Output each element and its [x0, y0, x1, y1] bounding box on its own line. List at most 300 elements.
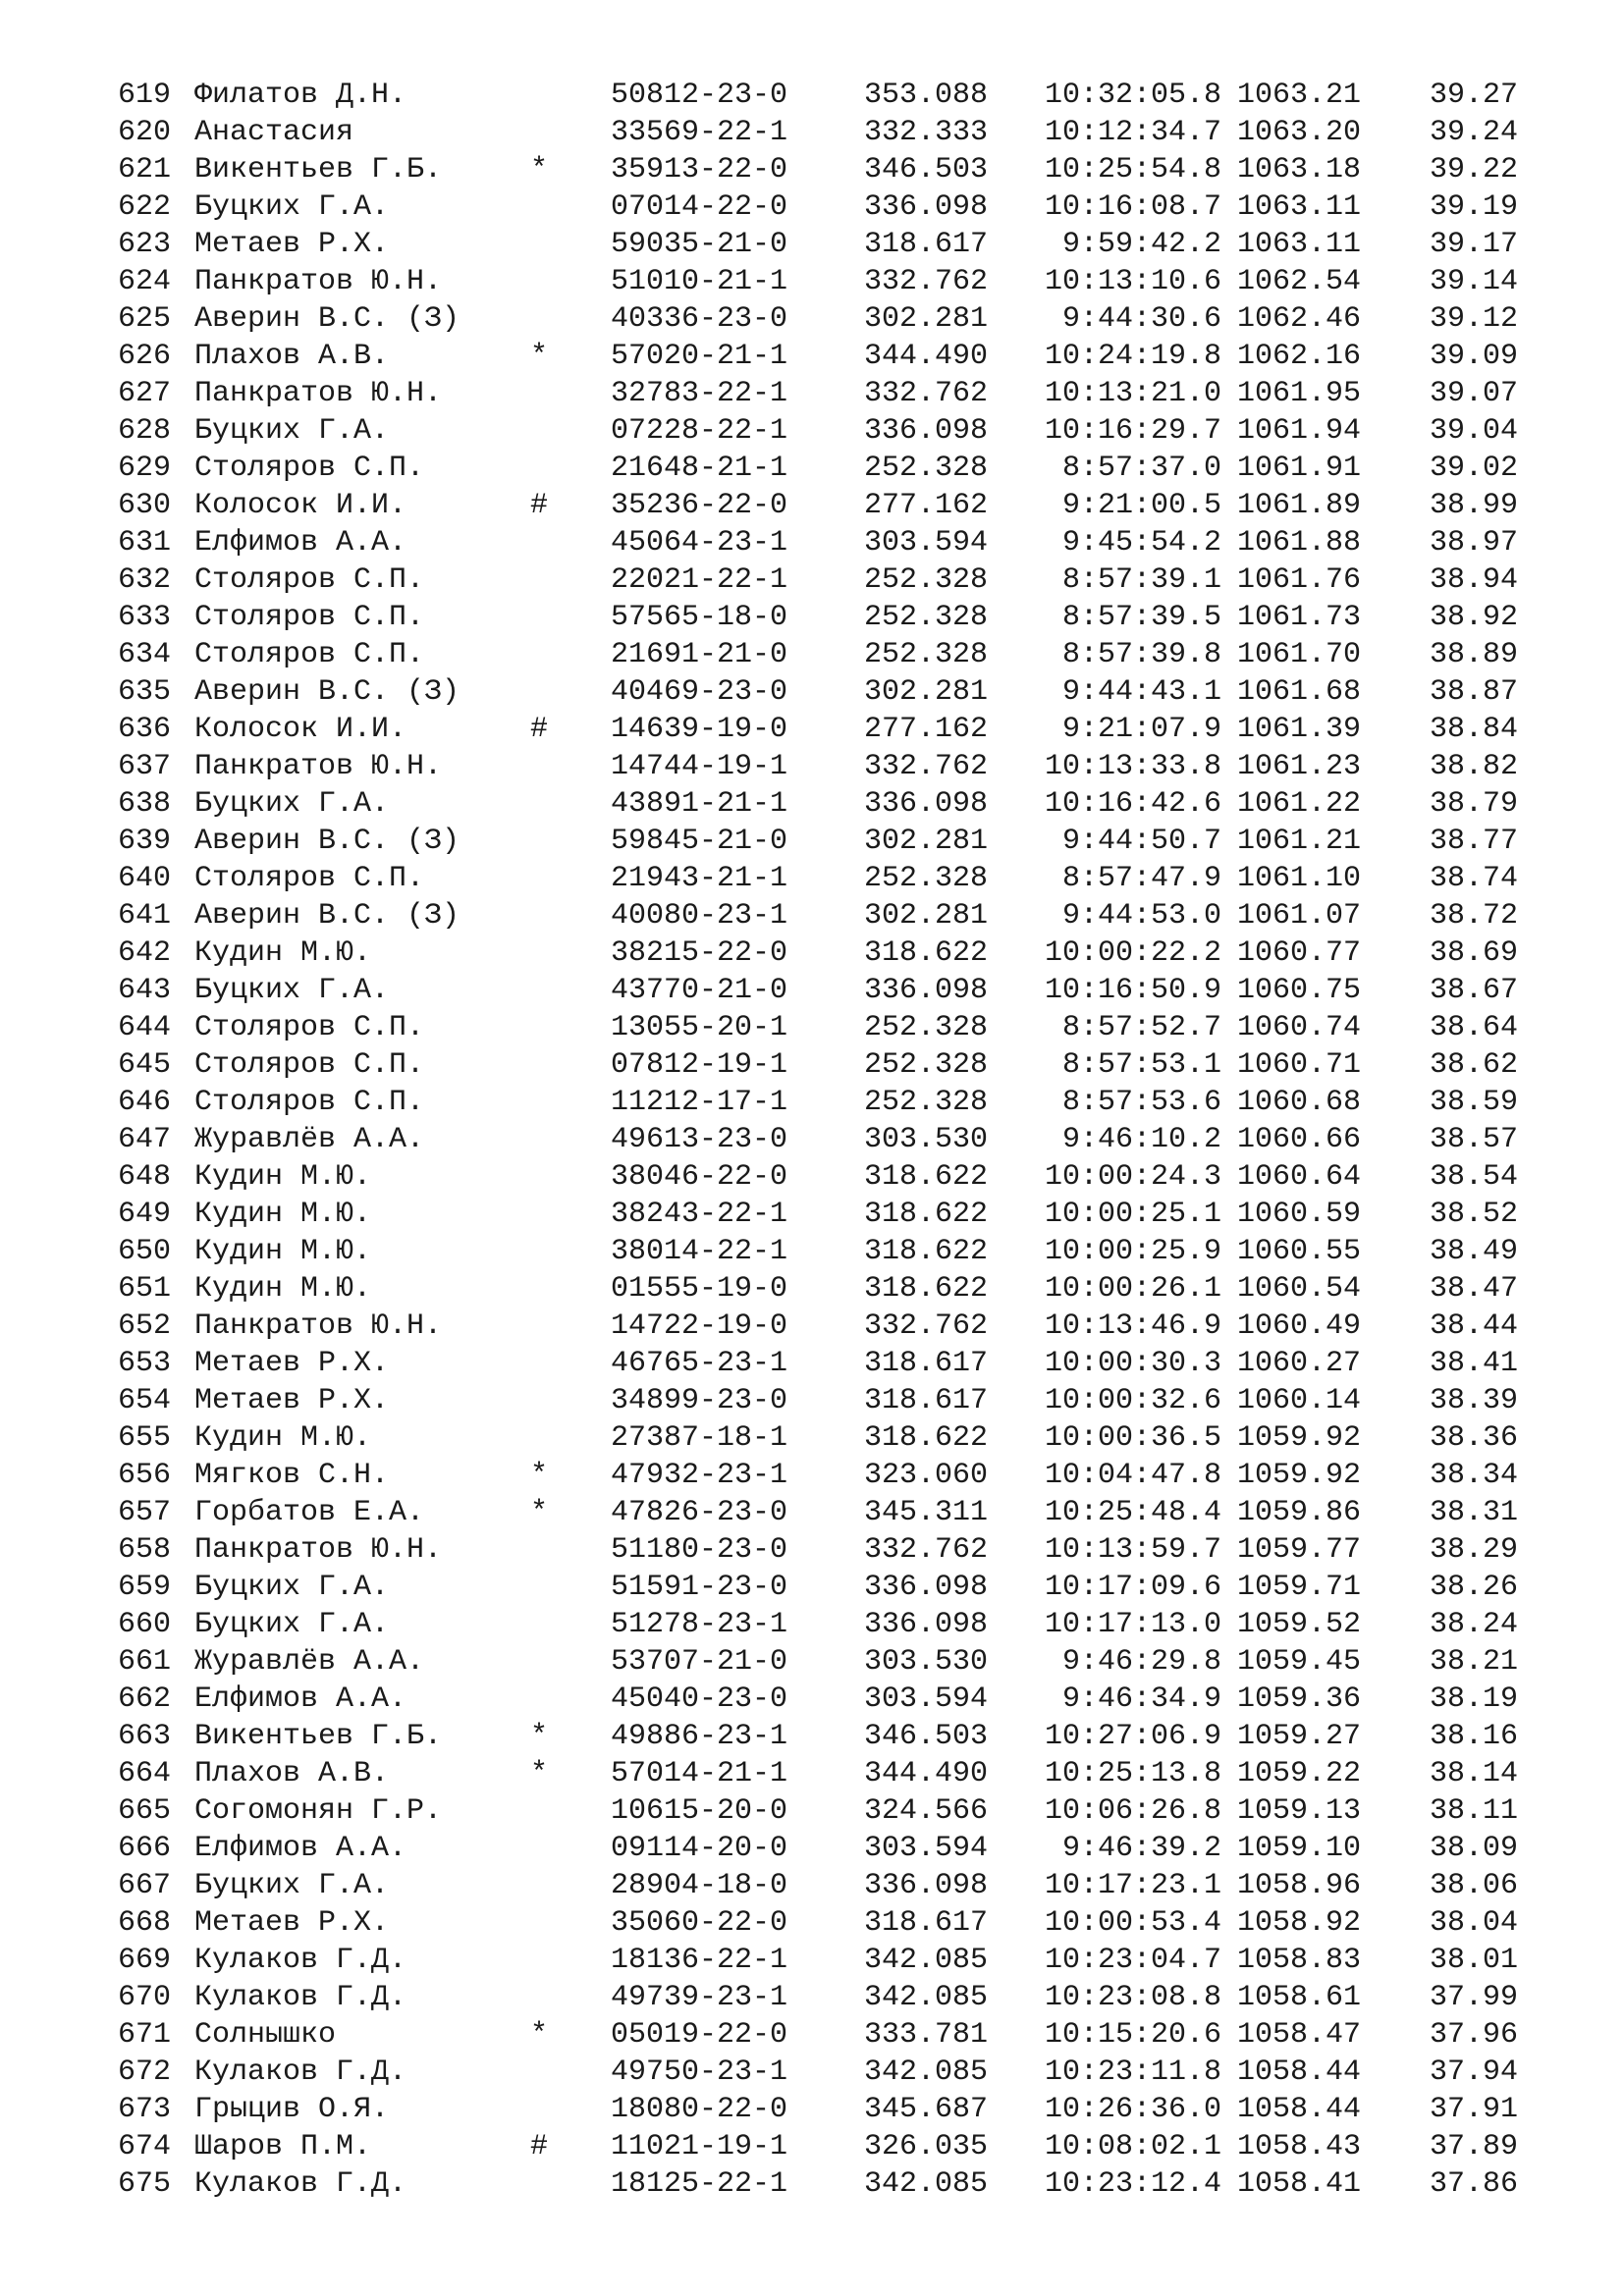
- result-time: 10:12:34.7: [1044, 116, 1221, 149]
- result-ring: 49750-23-1: [611, 2056, 788, 2089]
- result-mark: *: [530, 340, 549, 373]
- result-ring: 35913-22-0: [611, 153, 788, 187]
- result-time: 10:25:13.8: [1044, 1757, 1221, 1790]
- result-name: Согомонян Г.Р.: [194, 1794, 443, 1828]
- result-points: 38.99: [1429, 489, 1518, 522]
- result-place: 664: [118, 1757, 172, 1790]
- result-distance: 252.328: [864, 862, 989, 895]
- result-distance: 353.088: [864, 79, 989, 112]
- result-name: Журавлёв А.А.: [194, 1123, 425, 1156]
- result-name: Буцких Г.А.: [194, 414, 390, 448]
- result-speed: 1058.41: [1237, 2167, 1362, 2201]
- result-row: [0, 338, 1624, 375]
- result-mark: *: [530, 153, 549, 187]
- result-name: Буцких Г.А.: [194, 1869, 390, 1902]
- result-name: Филатов Д.Н.: [194, 79, 407, 112]
- result-row: [0, 1606, 1624, 1643]
- result-speed: 1059.10: [1237, 1832, 1362, 1865]
- result-distance: 332.762: [864, 1533, 989, 1567]
- result-points: 37.96: [1429, 2018, 1518, 2052]
- result-time: 9:46:39.2: [1061, 1832, 1221, 1865]
- result-distance: 302.281: [864, 899, 989, 933]
- result-time: 10:23:04.7: [1044, 1944, 1221, 1977]
- result-time: 10:24:19.8: [1044, 340, 1221, 373]
- result-row: [0, 2128, 1624, 2165]
- result-name: Кудин М.Ю.: [194, 1272, 372, 1306]
- result-row: [0, 1643, 1624, 1681]
- result-points: 38.89: [1429, 638, 1518, 671]
- result-points: 38.77: [1429, 825, 1518, 858]
- result-ring: 49613-23-0: [611, 1123, 788, 1156]
- result-distance: 345.311: [864, 1496, 989, 1529]
- result-points: 38.52: [1429, 1198, 1518, 1231]
- result-speed: 1063.21: [1237, 79, 1362, 112]
- result-distance: 344.490: [864, 1757, 989, 1790]
- result-distance: 252.328: [864, 452, 989, 485]
- result-name: Кулаков Г.Д.: [194, 1981, 407, 2014]
- result-row: [0, 972, 1624, 1009]
- result-speed: 1059.45: [1237, 1645, 1362, 1679]
- result-mark: #: [530, 713, 549, 746]
- result-speed: 1062.16: [1237, 340, 1362, 373]
- result-place: 650: [118, 1235, 172, 1268]
- result-speed: 1061.76: [1237, 563, 1362, 597]
- result-row: [0, 450, 1624, 487]
- result-points: 38.44: [1429, 1309, 1518, 1343]
- result-distance: 303.530: [864, 1645, 989, 1679]
- result-time: 8:57:53.1: [1061, 1048, 1221, 1082]
- result-time: 8:57:37.0: [1061, 452, 1221, 485]
- result-speed: 1061.39: [1237, 713, 1362, 746]
- result-place: 636: [118, 713, 172, 746]
- result-points: 38.87: [1429, 675, 1518, 709]
- result-speed: 1061.23: [1237, 750, 1362, 783]
- result-distance: 323.060: [864, 1459, 989, 1492]
- result-time: 10:27:06.9: [1044, 1720, 1221, 1753]
- result-row: [0, 1718, 1624, 1755]
- result-time: 10:00:53.4: [1044, 1906, 1221, 1940]
- result-ring: 38243-22-1: [611, 1198, 788, 1231]
- result-speed: 1059.22: [1237, 1757, 1362, 1790]
- result-distance: 303.530: [864, 1123, 989, 1156]
- result-place: 619: [118, 79, 172, 112]
- result-ring: 18125-22-1: [611, 2167, 788, 2201]
- result-distance: 332.762: [864, 750, 989, 783]
- result-time: 9:21:07.9: [1061, 713, 1221, 746]
- result-speed: 1063.18: [1237, 153, 1362, 187]
- result-row: [0, 599, 1624, 636]
- result-time: 10:25:48.4: [1044, 1496, 1221, 1529]
- result-name: Елфимов А.А.: [194, 1682, 407, 1716]
- result-name: Буцких Г.А.: [194, 1571, 390, 1604]
- result-distance: 302.281: [864, 302, 989, 336]
- result-points: 37.99: [1429, 1981, 1518, 2014]
- result-place: 661: [118, 1645, 172, 1679]
- result-ring: 10615-20-0: [611, 1794, 788, 1828]
- result-speed: 1059.77: [1237, 1533, 1362, 1567]
- result-speed: 1062.54: [1237, 265, 1362, 298]
- result-time: 10:23:12.4: [1044, 2167, 1221, 2201]
- result-row: [0, 1009, 1624, 1046]
- result-speed: 1061.22: [1237, 787, 1362, 821]
- result-points: 38.69: [1429, 936, 1518, 970]
- result-ring: 14722-19-0: [611, 1309, 788, 1343]
- result-row: [0, 524, 1624, 561]
- result-ring: 11021-19-1: [611, 2130, 788, 2163]
- result-row: [0, 375, 1624, 412]
- result-points: 38.67: [1429, 974, 1518, 1007]
- result-distance: 303.594: [864, 1832, 989, 1865]
- result-time: 8:57:53.6: [1061, 1086, 1221, 1119]
- result-ring: 45040-23-0: [611, 1682, 788, 1716]
- result-ring: 47932-23-1: [611, 1459, 788, 1492]
- result-row: [0, 412, 1624, 450]
- result-points: 39.04: [1429, 414, 1518, 448]
- result-place: 624: [118, 265, 172, 298]
- result-name: Панкратов Ю.Н.: [194, 1309, 443, 1343]
- result-place: 627: [118, 377, 172, 410]
- result-row: [0, 561, 1624, 599]
- result-time: 10:00:32.6: [1044, 1384, 1221, 1417]
- result-distance: 336.098: [864, 190, 989, 224]
- result-speed: 1063.11: [1237, 190, 1362, 224]
- result-time: 10:00:22.2: [1044, 936, 1221, 970]
- result-time: 10:32:05.8: [1044, 79, 1221, 112]
- result-ring: 57020-21-1: [611, 340, 788, 373]
- result-speed: 1061.70: [1237, 638, 1362, 671]
- result-place: 639: [118, 825, 172, 858]
- results-list: [0, 77, 1624, 2203]
- result-points: 38.97: [1429, 526, 1518, 560]
- result-time: 9:44:50.7: [1061, 825, 1221, 858]
- result-distance: 342.085: [864, 2056, 989, 2089]
- result-row: [0, 2091, 1624, 2128]
- result-speed: 1059.27: [1237, 1720, 1362, 1753]
- result-name: Викентьев Г.Б.: [194, 1720, 443, 1753]
- result-name: Панкратов Ю.Н.: [194, 265, 443, 298]
- result-name: Кудин М.Ю.: [194, 1160, 372, 1194]
- result-speed: 1061.21: [1237, 825, 1362, 858]
- result-row: [0, 1084, 1624, 1121]
- result-name: Столяров С.П.: [194, 1048, 425, 1082]
- result-name: Панкратов Ю.Н.: [194, 750, 443, 783]
- result-name: Горбатов Е.А.: [194, 1496, 425, 1529]
- result-ring: 18080-22-0: [611, 2093, 788, 2126]
- result-speed: 1061.07: [1237, 899, 1362, 933]
- result-time: 10:00:24.3: [1044, 1160, 1221, 1194]
- result-ring: 22021-22-1: [611, 563, 788, 597]
- result-ring: 07014-22-0: [611, 190, 788, 224]
- result-ring: 33569-22-1: [611, 116, 788, 149]
- result-ring: 50812-23-0: [611, 79, 788, 112]
- result-row: [0, 114, 1624, 151]
- result-ring: 21691-21-0: [611, 638, 788, 671]
- result-ring: 21648-21-1: [611, 452, 788, 485]
- result-ring: 53707-21-0: [611, 1645, 788, 1679]
- result-points: 39.19: [1429, 190, 1518, 224]
- result-name: Столяров С.П.: [194, 638, 425, 671]
- result-name: Панкратов Ю.Н.: [194, 1533, 443, 1567]
- result-ring: 32783-22-1: [611, 377, 788, 410]
- result-row: [0, 2016, 1624, 2054]
- result-speed: 1058.96: [1237, 1869, 1362, 1902]
- result-mark: *: [530, 1757, 549, 1790]
- result-name: Кулаков Г.Д.: [194, 2167, 407, 2201]
- result-place: 638: [118, 787, 172, 821]
- result-row: [0, 1681, 1624, 1718]
- result-place: 666: [118, 1832, 172, 1865]
- result-place: 625: [118, 302, 172, 336]
- result-ring: 14639-19-0: [611, 713, 788, 746]
- result-points: 38.72: [1429, 899, 1518, 933]
- result-ring: 40336-23-0: [611, 302, 788, 336]
- result-place: 620: [118, 116, 172, 149]
- result-distance: 336.098: [864, 1608, 989, 1641]
- result-speed: 1060.55: [1237, 1235, 1362, 1268]
- result-points: 39.27: [1429, 79, 1518, 112]
- result-place: 653: [118, 1347, 172, 1380]
- result-time: 10:23:08.8: [1044, 1981, 1221, 2014]
- result-time: 10:00:30.3: [1044, 1347, 1221, 1380]
- result-place: 621: [118, 153, 172, 187]
- result-points: 38.01: [1429, 1944, 1518, 1977]
- result-mark: *: [530, 2018, 549, 2052]
- result-points: 39.22: [1429, 153, 1518, 187]
- result-name: Плахов А.В.: [194, 1757, 390, 1790]
- result-name: Шаров П.М.: [194, 2130, 372, 2163]
- result-place: 649: [118, 1198, 172, 1231]
- result-distance: 252.328: [864, 638, 989, 671]
- result-distance: 346.503: [864, 153, 989, 187]
- result-row: [0, 1382, 1624, 1419]
- result-place: 659: [118, 1571, 172, 1604]
- result-distance: 302.281: [864, 825, 989, 858]
- result-name: Кудин М.Ю.: [194, 1198, 372, 1231]
- result-ring: 07812-19-1: [611, 1048, 788, 1082]
- result-speed: 1060.54: [1237, 1272, 1362, 1306]
- result-time: 10:13:46.9: [1044, 1309, 1221, 1343]
- result-points: 38.29: [1429, 1533, 1518, 1567]
- result-distance: 303.594: [864, 1682, 989, 1716]
- result-points: 38.06: [1429, 1869, 1518, 1902]
- result-ring: 51278-23-1: [611, 1608, 788, 1641]
- result-points: 38.82: [1429, 750, 1518, 783]
- result-distance: 326.035: [864, 2130, 989, 2163]
- result-name: Кудин М.Ю.: [194, 1235, 372, 1268]
- result-ring: 11212-17-1: [611, 1086, 788, 1119]
- result-name: Анастасия: [194, 116, 354, 149]
- result-time: 10:13:33.8: [1044, 750, 1221, 783]
- result-place: 656: [118, 1459, 172, 1492]
- result-place: 654: [118, 1384, 172, 1417]
- result-ring: 57014-21-1: [611, 1757, 788, 1790]
- result-speed: 1060.14: [1237, 1384, 1362, 1417]
- result-ring: 35236-22-0: [611, 489, 788, 522]
- result-name: Грыцив О.Я.: [194, 2093, 390, 2126]
- result-place: 657: [118, 1496, 172, 1529]
- result-time: 10:23:11.8: [1044, 2056, 1221, 2089]
- result-name: Столяров С.П.: [194, 563, 425, 597]
- result-row: [0, 1531, 1624, 1569]
- result-points: 38.31: [1429, 1496, 1518, 1529]
- result-row: [0, 1308, 1624, 1345]
- result-points: 38.84: [1429, 713, 1518, 746]
- result-distance: 345.687: [864, 2093, 989, 2126]
- result-name: Колосок И.И.: [194, 713, 407, 746]
- result-place: 637: [118, 750, 172, 783]
- result-place: 632: [118, 563, 172, 597]
- result-distance: 252.328: [864, 1011, 989, 1044]
- result-row: [0, 785, 1624, 823]
- result-row: [0, 897, 1624, 934]
- result-distance: 318.617: [864, 228, 989, 261]
- result-distance: 346.503: [864, 1720, 989, 1753]
- result-name: Кудин М.Ю.: [194, 1421, 372, 1455]
- result-place: 629: [118, 452, 172, 485]
- result-points: 38.79: [1429, 787, 1518, 821]
- result-name: Аверин В.С. (З): [194, 825, 460, 858]
- result-distance: 318.622: [864, 1198, 989, 1231]
- result-points: 38.94: [1429, 563, 1518, 597]
- result-ring: 46765-23-1: [611, 1347, 788, 1380]
- result-time: 10:00:36.5: [1044, 1421, 1221, 1455]
- result-time: 10:13:21.0: [1044, 377, 1221, 410]
- result-time: 9:44:53.0: [1061, 899, 1221, 933]
- result-time: 10:00:25.1: [1044, 1198, 1221, 1231]
- result-speed: 1059.92: [1237, 1459, 1362, 1492]
- result-distance: 342.085: [864, 1944, 989, 1977]
- result-name: Журавлёв А.А.: [194, 1645, 425, 1679]
- result-mark: #: [530, 489, 549, 522]
- result-points: 38.47: [1429, 1272, 1518, 1306]
- result-row: [0, 860, 1624, 897]
- result-ring: 13055-20-1: [611, 1011, 788, 1044]
- result-points: 39.12: [1429, 302, 1518, 336]
- result-distance: 332.762: [864, 377, 989, 410]
- result-row: [0, 673, 1624, 711]
- result-speed: 1061.68: [1237, 675, 1362, 709]
- result-place: 662: [118, 1682, 172, 1716]
- result-row: [0, 934, 1624, 972]
- result-distance: 336.098: [864, 787, 989, 821]
- result-distance: 342.085: [864, 1981, 989, 2014]
- result-points: 37.89: [1429, 2130, 1518, 2163]
- result-name: Аверин В.С. (З): [194, 899, 460, 933]
- result-row: [0, 1904, 1624, 1942]
- result-points: 38.74: [1429, 862, 1518, 895]
- result-row: [0, 1569, 1624, 1606]
- result-time: 8:57:39.1: [1061, 563, 1221, 597]
- result-place: 674: [118, 2130, 172, 2163]
- result-speed: 1060.71: [1237, 1048, 1362, 1082]
- result-distance: 303.594: [864, 526, 989, 560]
- result-time: 10:15:20.6: [1044, 2018, 1221, 2052]
- result-name: Буцких Г.А.: [194, 190, 390, 224]
- result-time: 10:17:23.1: [1044, 1869, 1221, 1902]
- result-ring: 43770-21-0: [611, 974, 788, 1007]
- result-name: Елфимов А.А.: [194, 1832, 407, 1865]
- result-place: 646: [118, 1086, 172, 1119]
- result-points: 38.49: [1429, 1235, 1518, 1268]
- result-name: Метаев Р.Х.: [194, 1906, 390, 1940]
- result-speed: 1060.77: [1237, 936, 1362, 970]
- result-row: [0, 487, 1624, 524]
- result-name: Столяров С.П.: [194, 862, 425, 895]
- result-distance: 252.328: [864, 1048, 989, 1082]
- result-points: 38.04: [1429, 1906, 1518, 1940]
- result-name: Метаев Р.Х.: [194, 1347, 390, 1380]
- result-time: 9:46:10.2: [1061, 1123, 1221, 1156]
- result-ring: 49886-23-1: [611, 1720, 788, 1753]
- result-points: 38.62: [1429, 1048, 1518, 1082]
- result-place: 669: [118, 1944, 172, 1977]
- result-points: 38.59: [1429, 1086, 1518, 1119]
- result-place: 671: [118, 2018, 172, 2052]
- result-speed: 1061.95: [1237, 377, 1362, 410]
- result-speed: 1061.94: [1237, 414, 1362, 448]
- result-name: Столяров С.П.: [194, 1011, 425, 1044]
- result-distance: 324.566: [864, 1794, 989, 1828]
- result-time: 10:16:50.9: [1044, 974, 1221, 1007]
- result-speed: 1058.44: [1237, 2093, 1362, 2126]
- result-row: [0, 711, 1624, 748]
- result-place: 673: [118, 2093, 172, 2126]
- result-time: 10:00:25.9: [1044, 1235, 1221, 1268]
- result-speed: 1062.46: [1237, 302, 1362, 336]
- result-distance: 318.622: [864, 936, 989, 970]
- result-speed: 1063.20: [1237, 116, 1362, 149]
- result-points: 39.02: [1429, 452, 1518, 485]
- result-speed: 1061.89: [1237, 489, 1362, 522]
- result-speed: 1061.10: [1237, 862, 1362, 895]
- result-place: 645: [118, 1048, 172, 1082]
- result-ring: 59845-21-0: [611, 825, 788, 858]
- result-place: 631: [118, 526, 172, 560]
- result-name: Кулаков Г.Д.: [194, 1944, 407, 1977]
- result-time: 9:46:29.8: [1061, 1645, 1221, 1679]
- result-place: 675: [118, 2167, 172, 2201]
- result-ring: 38215-22-0: [611, 936, 788, 970]
- result-points: 37.86: [1429, 2167, 1518, 2201]
- result-ring: 59035-21-0: [611, 228, 788, 261]
- result-distance: 318.622: [864, 1272, 989, 1306]
- result-distance: 318.617: [864, 1906, 989, 1940]
- result-name: Мягков С.Н.: [194, 1459, 390, 1492]
- result-name: Колосок И.И.: [194, 489, 407, 522]
- result-time: 9:46:34.9: [1061, 1682, 1221, 1716]
- result-speed: 1061.88: [1237, 526, 1362, 560]
- result-row: [0, 300, 1624, 338]
- result-ring: 38046-22-0: [611, 1160, 788, 1194]
- result-time: 8:57:47.9: [1061, 862, 1221, 895]
- result-time: 10:16:42.6: [1044, 787, 1221, 821]
- result-name: Метаев Р.Х.: [194, 1384, 390, 1417]
- result-ring: 18136-22-1: [611, 1944, 788, 1977]
- result-place: 658: [118, 1533, 172, 1567]
- result-ring: 45064-23-1: [611, 526, 788, 560]
- result-place: 672: [118, 2056, 172, 2089]
- result-speed: 1059.36: [1237, 1682, 1362, 1716]
- result-place: 623: [118, 228, 172, 261]
- result-row: [0, 1867, 1624, 1904]
- result-place: 644: [118, 1011, 172, 1044]
- result-time: 10:17:09.6: [1044, 1571, 1221, 1604]
- result-ring: 40080-23-1: [611, 899, 788, 933]
- result-ring: 43891-21-1: [611, 787, 788, 821]
- result-time: 10:26:36.0: [1044, 2093, 1221, 2126]
- result-place: 647: [118, 1123, 172, 1156]
- result-distance: 277.162: [864, 489, 989, 522]
